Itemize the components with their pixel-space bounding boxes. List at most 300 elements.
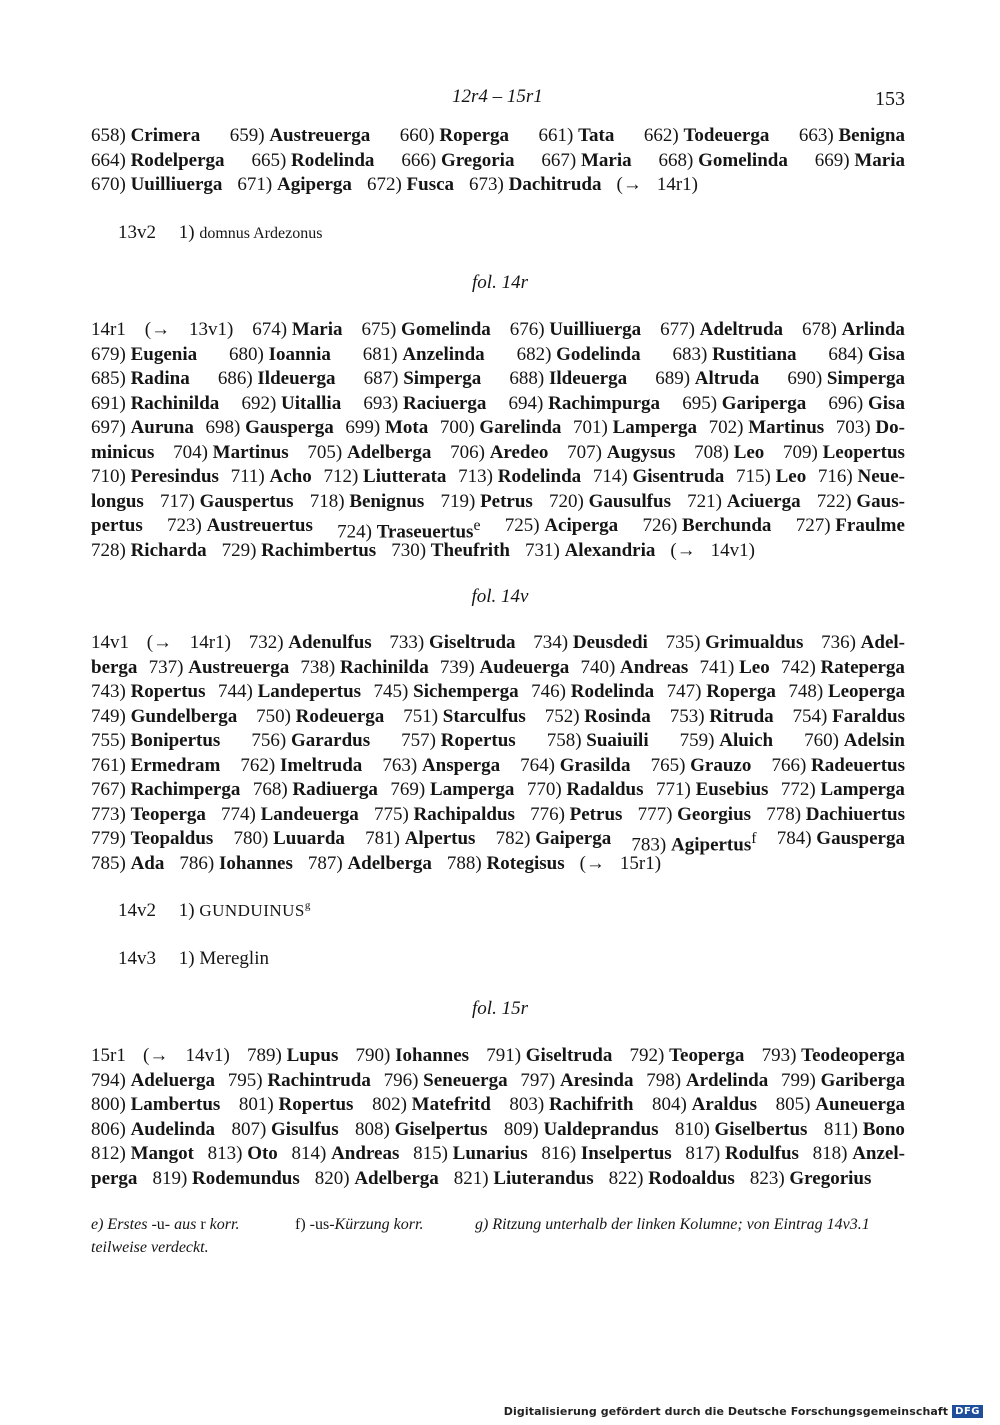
text-line xyxy=(91,803,905,828)
entry-number: 816) xyxy=(541,1143,581,1164)
entry-number: 695) xyxy=(682,392,722,414)
footnote-g: g) Ritzung unterhalb der linken Kolumne; von Eintrag 14v3.1 xyxy=(475,1216,870,1233)
name-entry xyxy=(505,514,618,539)
person-name: Arlinda xyxy=(841,319,905,340)
name-entry xyxy=(363,392,486,417)
entry-number: 725) xyxy=(504,515,545,536)
name-entry xyxy=(401,149,514,174)
person-name: Bono xyxy=(862,1118,905,1140)
entry-number: 664) xyxy=(91,149,131,171)
entry-number: 674) xyxy=(252,319,292,340)
person-name: Gisentruda xyxy=(632,466,725,487)
person-name: Adeluerga xyxy=(130,1069,216,1091)
person-name: Rachimpurga xyxy=(548,392,661,414)
entry-number: 678) xyxy=(802,319,842,340)
person-name: Gisa xyxy=(868,392,905,414)
entry-number: 729) xyxy=(221,539,262,561)
entry-number: 810) xyxy=(674,1118,715,1140)
person-name: Ildeuerga xyxy=(549,368,628,389)
entry-number: 768) xyxy=(252,779,293,800)
name-entry xyxy=(646,1069,768,1094)
person-name: Liuterandus xyxy=(493,1167,594,1189)
entry-number: 807) xyxy=(231,1118,272,1140)
entry-number: 789) xyxy=(247,1045,287,1066)
name-entry xyxy=(836,416,905,441)
person-name: Austreuerga xyxy=(188,656,290,678)
name-entry xyxy=(458,465,581,490)
entry-number: 813) xyxy=(207,1143,248,1164)
name-entry xyxy=(700,656,770,681)
cross-reference: (→ xyxy=(146,632,173,653)
person-name: Petrus xyxy=(569,803,623,825)
entry-number: 738) xyxy=(300,656,340,678)
text-line xyxy=(91,173,905,198)
text-line xyxy=(91,124,905,149)
name-entry xyxy=(781,778,905,803)
name-entry xyxy=(91,680,206,705)
person-name: Ritruda xyxy=(709,705,774,727)
name-entry xyxy=(469,173,601,198)
person-name: Radaldus xyxy=(566,779,644,800)
entry-number: 798) xyxy=(646,1069,686,1091)
entry-number: 662) xyxy=(643,125,684,146)
name-entry xyxy=(620,852,661,877)
person-name: Rodemundus xyxy=(192,1167,300,1189)
person-name: Radiuerga xyxy=(292,779,378,800)
text-line xyxy=(91,343,905,368)
entry-number: 771) xyxy=(656,779,696,800)
person-name: Andreas xyxy=(620,656,689,678)
entry-number: 791) xyxy=(486,1045,526,1066)
name-entry xyxy=(337,514,481,543)
person-name: Imeltruda xyxy=(279,754,363,776)
person-name: Rodeuerga xyxy=(295,705,385,727)
name-entry xyxy=(91,1142,194,1167)
name-entry xyxy=(323,465,446,490)
name-entry xyxy=(147,631,172,656)
entry-number: 14r1) xyxy=(189,632,231,653)
person-name: pertus xyxy=(91,515,143,536)
entry-number: 758) xyxy=(546,730,587,751)
person-name: Auruna xyxy=(130,417,194,438)
person-name: Ardelinda xyxy=(685,1069,769,1091)
name-entry xyxy=(91,1167,137,1192)
name-entry xyxy=(247,1044,338,1069)
name-entry xyxy=(382,754,500,779)
folio-heading-14r: fol. 14r xyxy=(472,272,528,293)
entry-number: 711) xyxy=(230,466,270,487)
text-line xyxy=(91,1167,905,1192)
name-entry xyxy=(525,539,655,564)
name-entry xyxy=(91,852,164,877)
name-entry xyxy=(384,1069,508,1094)
person-name: Roperga xyxy=(706,681,776,702)
entry-number: 746) xyxy=(531,681,571,702)
name-entry xyxy=(91,1118,215,1143)
person-name: Alexandria xyxy=(564,539,656,561)
name-entry xyxy=(682,392,806,417)
entry-number: 717) xyxy=(160,490,200,512)
entry-number: 756) xyxy=(251,730,291,751)
name-entry xyxy=(644,124,769,149)
entry-number: 14v1 xyxy=(91,632,129,653)
person-name: Grauzo xyxy=(690,754,752,776)
person-name: Peresindus xyxy=(130,466,219,487)
person-name: Teopaldus xyxy=(130,828,214,849)
person-name: Adenulfus xyxy=(288,632,372,653)
person-name: Theufrith xyxy=(430,539,510,561)
name-entry xyxy=(486,1044,612,1069)
entry-number: 709) xyxy=(783,441,823,463)
person-name: Rotegisus xyxy=(486,852,565,874)
entry-number: 812) xyxy=(91,1143,131,1164)
person-name: Rachimperga xyxy=(130,779,241,800)
name-entry xyxy=(160,490,294,515)
entry-number: 699) xyxy=(345,417,385,438)
name-entry xyxy=(374,803,515,828)
entry-number: 718) xyxy=(309,490,350,512)
entry-number: 724) xyxy=(337,521,377,543)
name-entry xyxy=(413,1142,528,1167)
entry-number: 688) xyxy=(509,368,549,389)
entry-number: 799) xyxy=(780,1069,821,1091)
text-line xyxy=(91,1069,905,1094)
name-entry xyxy=(504,1118,659,1143)
entry-number: 785) xyxy=(91,852,131,874)
entry-number: 760) xyxy=(804,730,844,751)
person-name: Gausulfus xyxy=(588,490,671,512)
person-name: Traseuertus xyxy=(376,521,474,543)
name-entry xyxy=(796,514,905,539)
name-entry xyxy=(231,1118,338,1143)
entry-number: 694) xyxy=(508,392,549,414)
entry-number: 792) xyxy=(629,1045,670,1066)
person-name: Gariberga xyxy=(820,1069,905,1091)
name-entry xyxy=(659,149,788,174)
text-line xyxy=(91,729,905,754)
entry-number: 784) xyxy=(776,828,817,849)
person-name: Lamperga xyxy=(820,779,905,800)
name-entry xyxy=(374,680,519,705)
entry-number: 712) xyxy=(323,466,364,487)
entry-number: 736) xyxy=(821,632,861,653)
person-name: Martinus xyxy=(748,417,825,438)
person-name: Ansperga xyxy=(421,754,501,776)
entry-number: 696) xyxy=(828,392,868,414)
name-entry xyxy=(91,441,154,466)
name-entry xyxy=(788,680,905,705)
entry-number: 790) xyxy=(355,1045,396,1066)
entry-number: 663) xyxy=(798,125,839,146)
person-name: Seneuerga xyxy=(423,1069,508,1091)
text-line xyxy=(91,367,905,392)
person-name: perga xyxy=(91,1167,138,1189)
person-name: Fraulme xyxy=(835,515,905,536)
person-name: Eusebius xyxy=(695,779,769,800)
name-entry xyxy=(736,465,806,490)
person-name: Adel- xyxy=(860,632,905,653)
entry-14v3 xyxy=(118,948,269,970)
name-entry xyxy=(617,173,642,198)
person-name: Rateperga xyxy=(820,656,905,678)
name-entry xyxy=(91,539,207,564)
entry-number: 679) xyxy=(91,343,131,365)
entry-number: 708) xyxy=(694,441,734,463)
entry-number: 754) xyxy=(792,705,833,727)
name-entry xyxy=(189,318,233,343)
name-entry xyxy=(231,465,312,490)
name-entry xyxy=(91,1044,126,1069)
person-name: Teoperga xyxy=(130,803,206,825)
name-entry xyxy=(799,124,905,149)
name-entry xyxy=(766,803,905,828)
name-entry xyxy=(372,1093,491,1118)
name-entry xyxy=(750,1167,872,1192)
person-name: Mangot xyxy=(130,1143,194,1164)
name-entry xyxy=(666,631,804,656)
text-line xyxy=(91,656,905,681)
name-entry xyxy=(813,1142,905,1167)
name-entry xyxy=(364,367,482,392)
footnote-f: f) -us-Kürzung korr. xyxy=(295,1216,424,1233)
entry-number: 680) xyxy=(228,343,269,365)
entry-13v2 xyxy=(118,222,322,244)
entry-number: 14v1) xyxy=(185,1045,230,1066)
name-entry xyxy=(509,367,627,392)
name-entry xyxy=(694,441,764,466)
name-entry xyxy=(91,149,225,174)
entry-number: 720) xyxy=(549,490,589,512)
text-line xyxy=(91,1142,905,1167)
name-entry xyxy=(673,343,797,368)
person-name: Iohannes xyxy=(218,852,293,874)
entry-number: 823) xyxy=(749,1167,790,1189)
entry-number: 689) xyxy=(655,368,695,389)
name-entry xyxy=(675,1118,807,1143)
name-entry xyxy=(307,441,431,466)
entry-number: 15r1 xyxy=(91,1045,126,1066)
entry-number: 747) xyxy=(666,681,707,702)
entry-number: 726) xyxy=(642,515,683,536)
person-name: Aciperga xyxy=(544,515,619,536)
name-entry xyxy=(541,1142,671,1167)
entry-number: 744) xyxy=(218,681,258,702)
entry-number: 713) xyxy=(458,466,498,487)
person-name: Rachimbertus xyxy=(261,539,377,561)
entry-number: 668) xyxy=(658,149,699,171)
name-entry xyxy=(361,318,490,343)
entry-number: 745) xyxy=(373,681,414,702)
text-line xyxy=(91,392,905,417)
page-header xyxy=(0,86,1000,114)
entry-number: 733) xyxy=(389,632,429,653)
person-name: Garardus xyxy=(290,730,371,751)
entry-number: 731) xyxy=(524,539,565,561)
entry-number: 822) xyxy=(608,1167,649,1189)
name-entry xyxy=(91,1093,220,1118)
person-name: Giselbertus xyxy=(714,1118,808,1140)
person-name: Ioannia xyxy=(268,343,331,365)
person-name: Matefritd xyxy=(411,1094,491,1115)
person-name: Anzelinda xyxy=(402,343,485,365)
person-name: Maria xyxy=(854,149,905,171)
name-entry xyxy=(91,318,126,343)
entry-number: 805) xyxy=(775,1094,816,1115)
person-name: Adelberga xyxy=(346,441,432,463)
entry-number: 794) xyxy=(91,1069,131,1091)
person-name: Lamperga xyxy=(429,779,515,800)
person-name: Oto xyxy=(247,1143,278,1164)
person-name: Giseltruda xyxy=(525,1045,613,1066)
folio-heading-15r: fol. 15r xyxy=(472,998,528,1019)
footnote-marker: f xyxy=(751,830,757,847)
person-name: Rodoaldus xyxy=(648,1167,735,1189)
person-name: Andreas xyxy=(331,1143,400,1164)
name-entry xyxy=(709,416,825,441)
name-entry xyxy=(802,318,905,343)
name-entry xyxy=(609,1167,735,1192)
entry-number: 765) xyxy=(650,754,691,776)
name-entry xyxy=(308,852,432,877)
entry-number: 817) xyxy=(685,1143,725,1164)
entry-number: 697) xyxy=(91,417,131,438)
person-name: Todeuerga xyxy=(683,125,770,146)
name-entry xyxy=(630,1044,745,1069)
entry-number: 703) xyxy=(835,417,876,438)
person-name: Starculfus xyxy=(442,705,526,727)
entry-number: 764) xyxy=(520,754,560,776)
name-entry xyxy=(252,318,342,343)
person-name: Leo xyxy=(739,656,770,678)
name-entry xyxy=(234,827,345,852)
person-name: Adeltruda xyxy=(699,319,784,340)
name-entry xyxy=(91,416,194,441)
name-entry xyxy=(520,1069,633,1094)
name-entry xyxy=(631,827,757,856)
name-entry xyxy=(530,803,622,828)
person-name: berga xyxy=(91,656,138,678)
name-entry xyxy=(186,1044,230,1069)
name-entry xyxy=(440,416,562,441)
name-entry xyxy=(179,852,293,877)
person-name: Leo xyxy=(733,441,765,463)
person-name: Rachipaldus xyxy=(413,803,515,825)
name-entry xyxy=(545,705,651,730)
person-name: Gomelinda xyxy=(698,149,788,171)
person-name: Ermedram xyxy=(130,754,221,776)
name-entry xyxy=(815,149,905,174)
name-entry xyxy=(251,149,374,174)
entry-number: 741) xyxy=(699,656,740,678)
person-name: Auneuerga xyxy=(815,1094,905,1115)
name-entry xyxy=(787,367,905,392)
entry-number: 769) xyxy=(390,779,430,800)
entry-number: 687) xyxy=(363,368,404,389)
text-line xyxy=(91,1118,905,1143)
name-entry xyxy=(651,754,752,779)
entry-number: 672) xyxy=(366,174,407,195)
cross-reference: (→ xyxy=(143,1045,169,1066)
entry-number: 676) xyxy=(509,319,550,340)
entry-number: 802) xyxy=(372,1094,412,1115)
name-entry xyxy=(91,490,144,515)
name-entry xyxy=(310,490,425,515)
entry-number: 671) xyxy=(237,174,277,195)
name-entry xyxy=(91,827,213,852)
name-entry xyxy=(776,1093,905,1118)
person-name: Petrus xyxy=(480,490,533,512)
name-entry xyxy=(777,827,905,852)
text-line xyxy=(91,539,905,564)
entry-number: 691) xyxy=(91,392,131,414)
person-name: Rustitiana xyxy=(712,343,797,365)
entry-number: 667) xyxy=(541,149,581,171)
name-entry xyxy=(520,754,630,779)
name-entry xyxy=(91,392,219,417)
name-entry xyxy=(680,729,773,754)
entry-number: 763) xyxy=(382,754,422,776)
person-name: Crimera xyxy=(130,125,201,146)
person-name: Martinus xyxy=(212,441,289,463)
entry-number: 775) xyxy=(373,803,414,825)
name-entry xyxy=(292,1142,400,1167)
entry-number: 821) xyxy=(453,1167,494,1189)
entry-number: 14r1 xyxy=(91,319,126,340)
name-entry xyxy=(221,803,359,828)
person-name: Inselpertus xyxy=(580,1143,672,1164)
person-name: Gregorius xyxy=(789,1167,872,1189)
name-entry xyxy=(91,631,129,656)
name-entry xyxy=(656,778,768,803)
name-entry xyxy=(685,1142,799,1167)
person-name: minicus xyxy=(91,441,155,463)
person-name: Simperga xyxy=(403,368,482,389)
entry-number: 801) xyxy=(238,1094,279,1115)
entry-number: 704) xyxy=(173,441,213,463)
name-entry xyxy=(91,754,220,779)
person-name: Audelinda xyxy=(130,1118,216,1140)
name-entry xyxy=(152,1167,299,1192)
name-entry xyxy=(652,1093,757,1118)
names-block-15r1 xyxy=(91,1044,905,1191)
person-name: Rodelinda xyxy=(497,466,582,487)
entry-number: 808) xyxy=(355,1118,395,1140)
entry-number: 811) xyxy=(823,1118,863,1140)
name-entry xyxy=(145,318,170,343)
entry-number: 692) xyxy=(241,392,282,414)
person-name: Garelinda xyxy=(479,417,562,438)
person-name: Benigna xyxy=(838,125,905,146)
entry-number: 665) xyxy=(251,149,292,171)
name-entry xyxy=(781,656,905,681)
entry-number: 749) xyxy=(91,705,131,727)
name-entry xyxy=(762,1044,905,1069)
entry-number: 774) xyxy=(221,803,261,825)
text-line xyxy=(91,465,905,490)
entry-number: 777) xyxy=(637,803,678,825)
entry-number: 682) xyxy=(516,343,557,365)
name-entry xyxy=(239,1093,354,1118)
entry-number: 1) xyxy=(178,900,195,921)
person-name: Radeuertus xyxy=(811,754,905,776)
entry-number: 1) xyxy=(178,222,195,243)
person-name: Grimualdus xyxy=(705,632,804,653)
entry-number: 809) xyxy=(503,1118,544,1140)
entry-number: 797) xyxy=(520,1069,560,1091)
name-entry xyxy=(533,631,648,656)
person-name: Adelberga xyxy=(354,1167,439,1189)
entry-number: 772) xyxy=(780,779,821,800)
